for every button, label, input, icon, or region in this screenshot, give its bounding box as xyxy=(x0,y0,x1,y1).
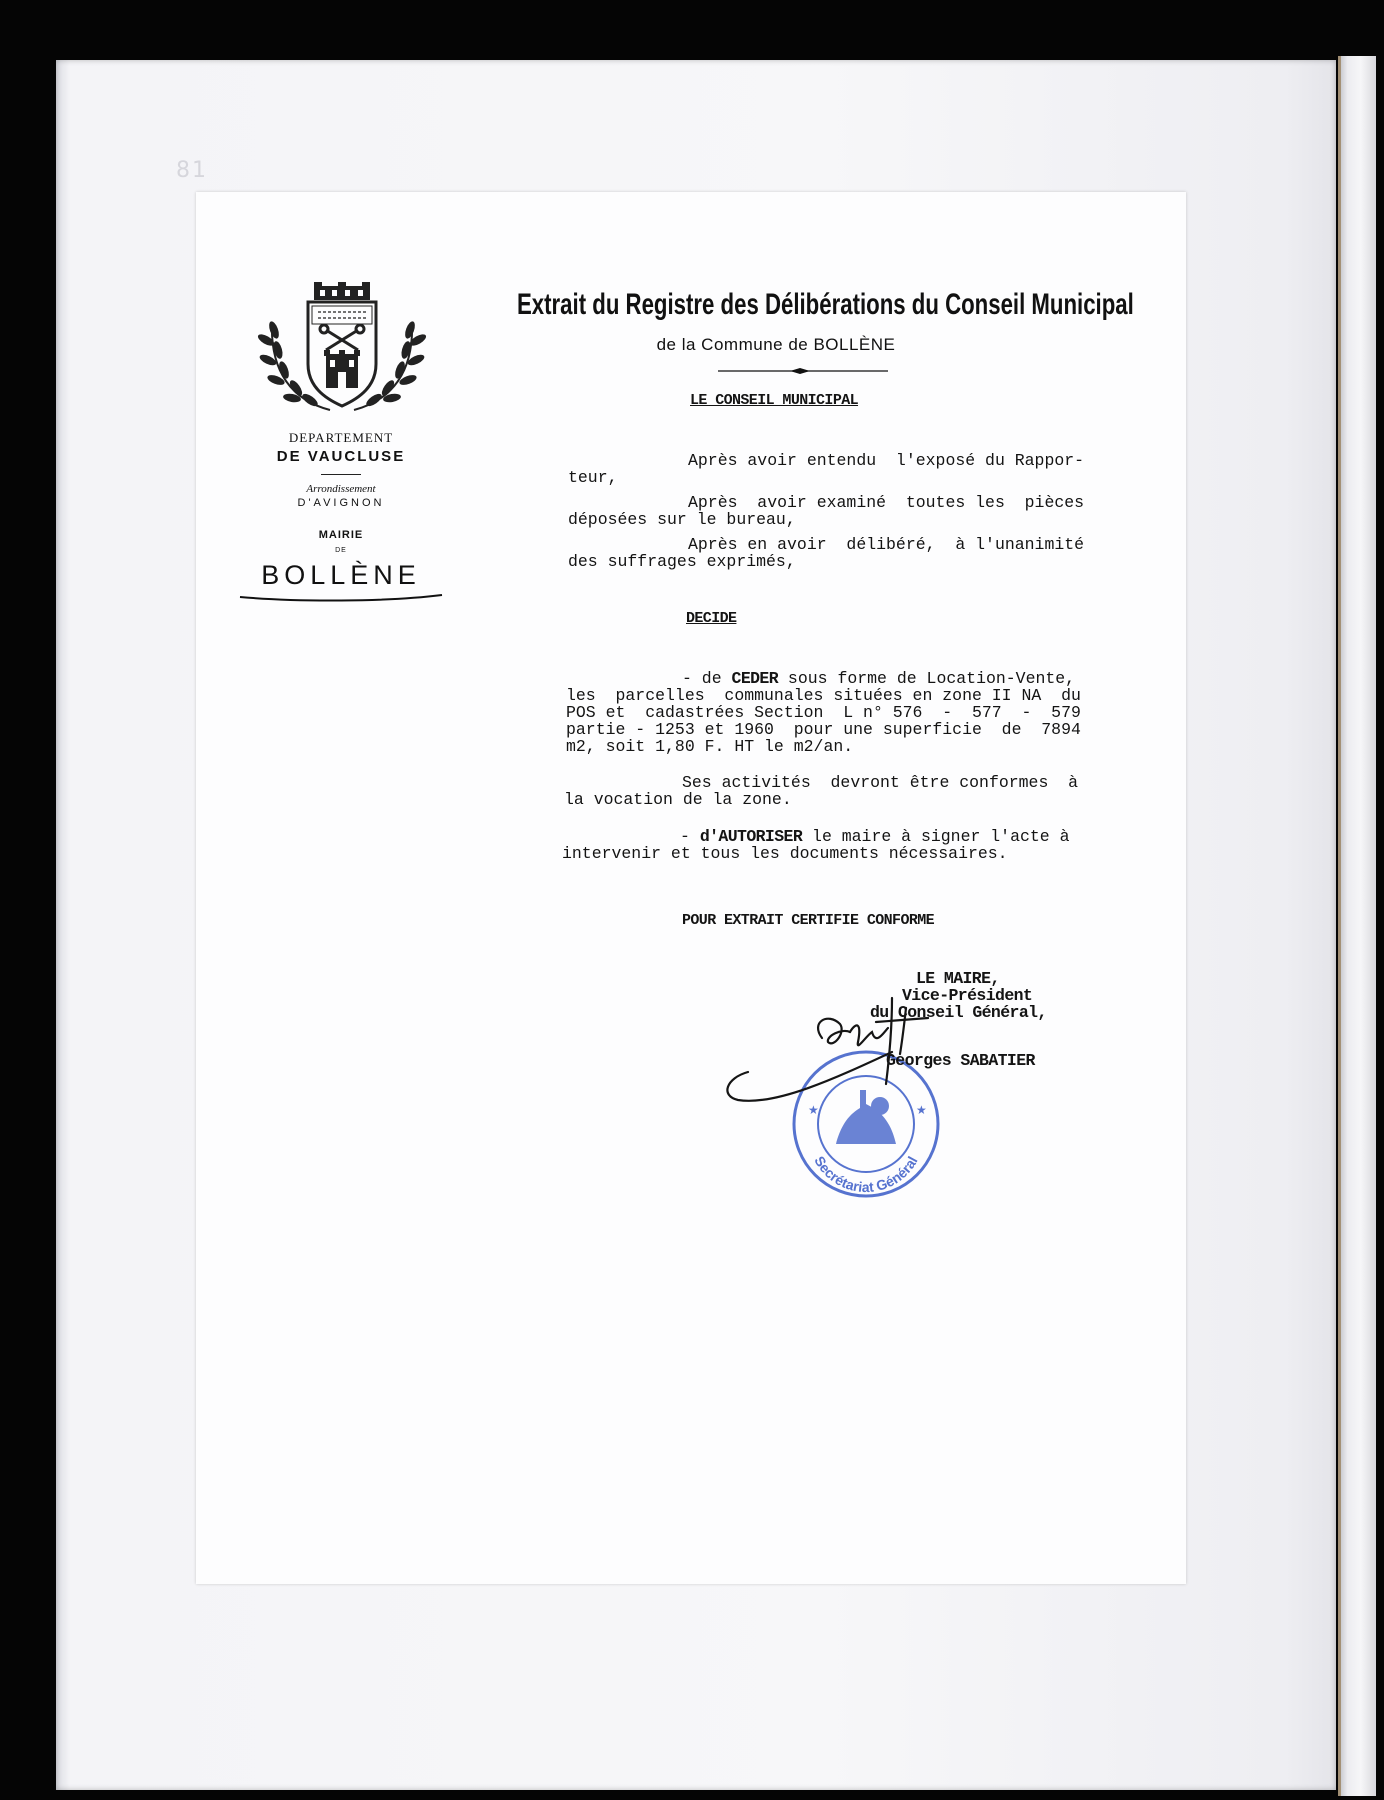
stamp-ring-text: Secrétariat Général xyxy=(811,1153,921,1196)
decision-1-line: m2, soit 1,80 F. HT le m2/an. xyxy=(566,737,854,756)
document-sheet xyxy=(196,192,1186,1584)
stamp-star-icon: ★ xyxy=(916,1103,927,1117)
certification-line: POUR EXTRAIT CERTIFIE CONFORME xyxy=(682,912,935,929)
decision-1-line: les parcelles communales situées en zone II NA du xyxy=(566,686,1081,705)
book-page-edge xyxy=(1338,56,1376,1796)
signature-title-line: du Conseil Général, xyxy=(870,1003,1047,1022)
decision-1-verb: CEDER xyxy=(731,669,779,688)
letterhead-divider xyxy=(321,474,361,475)
document-subtitle: de la Commune de BOLLÈNE xyxy=(656,335,896,354)
decision-2-rest: le maire à signer l'acte à xyxy=(802,827,1070,846)
decision-1-line: POS et cadastrées Section L n° 576 - 577 - 579 xyxy=(566,703,1081,722)
consideration-line: Après avoir examiné toutes les pièces xyxy=(688,493,1085,512)
signature-title-line: Vice-Président xyxy=(902,986,1033,1005)
activities-line: la vocation de la zone. xyxy=(564,790,792,809)
stamp-star-icon: ★ xyxy=(808,1103,819,1117)
decision-1-prefix: - de xyxy=(682,669,732,688)
consideration-line: teur, xyxy=(568,468,618,487)
city-swash-underline xyxy=(236,591,446,603)
heading-conseil-municipal: LE CONSEIL MUNICIPAL xyxy=(690,392,859,409)
consideration-line: des suffrages exprimés, xyxy=(568,552,796,571)
de-label: DE xyxy=(335,547,347,554)
signature-title-line: LE MAIRE, xyxy=(916,969,1000,988)
city-name: BOLLÈNE xyxy=(261,560,421,590)
pencil-page-number: 81 xyxy=(176,158,208,183)
letterhead-block xyxy=(216,430,466,603)
decision-1-rest: sous forme de Location-Vente, xyxy=(778,669,1076,688)
decision-2-verb: d'AUTORISER xyxy=(699,827,803,846)
city-crest-icon xyxy=(252,282,432,418)
decision-2-line: intervenir et tous les documents nécessaires. xyxy=(562,844,1008,863)
consideration-line: déposées sur le bureau, xyxy=(568,510,796,529)
title-ornament-rule xyxy=(718,367,888,375)
heading-decide: DECIDE xyxy=(686,610,737,627)
department-name: DE VAUCLUSE xyxy=(276,448,406,465)
document-title: Extrait du Registre des Délibérations du Conseil Municipal xyxy=(517,288,1134,321)
consideration-line: Après en avoir délibéré, à l'unanimité xyxy=(688,535,1085,554)
handwritten-signature-icon xyxy=(716,992,956,1122)
arrondissement-name: D'AVIGNON xyxy=(297,497,385,509)
consideration-line: Après avoir entendu l'exposé du Rappor- xyxy=(688,451,1085,470)
activities-line: Ses activités devront être conformes à xyxy=(682,773,1079,792)
decision-1-line: partie - 1253 et 1960 pour une superficie de 7894 xyxy=(566,720,1081,739)
decision-2-prefix: - xyxy=(680,827,700,846)
arrondissement-label: Arrondissement xyxy=(306,483,376,495)
mairie-label: MAIRIE xyxy=(318,529,364,541)
signatory-name: Georges SABATIER xyxy=(886,1051,1035,1070)
department-label: DEPARTEMENT xyxy=(288,430,394,445)
